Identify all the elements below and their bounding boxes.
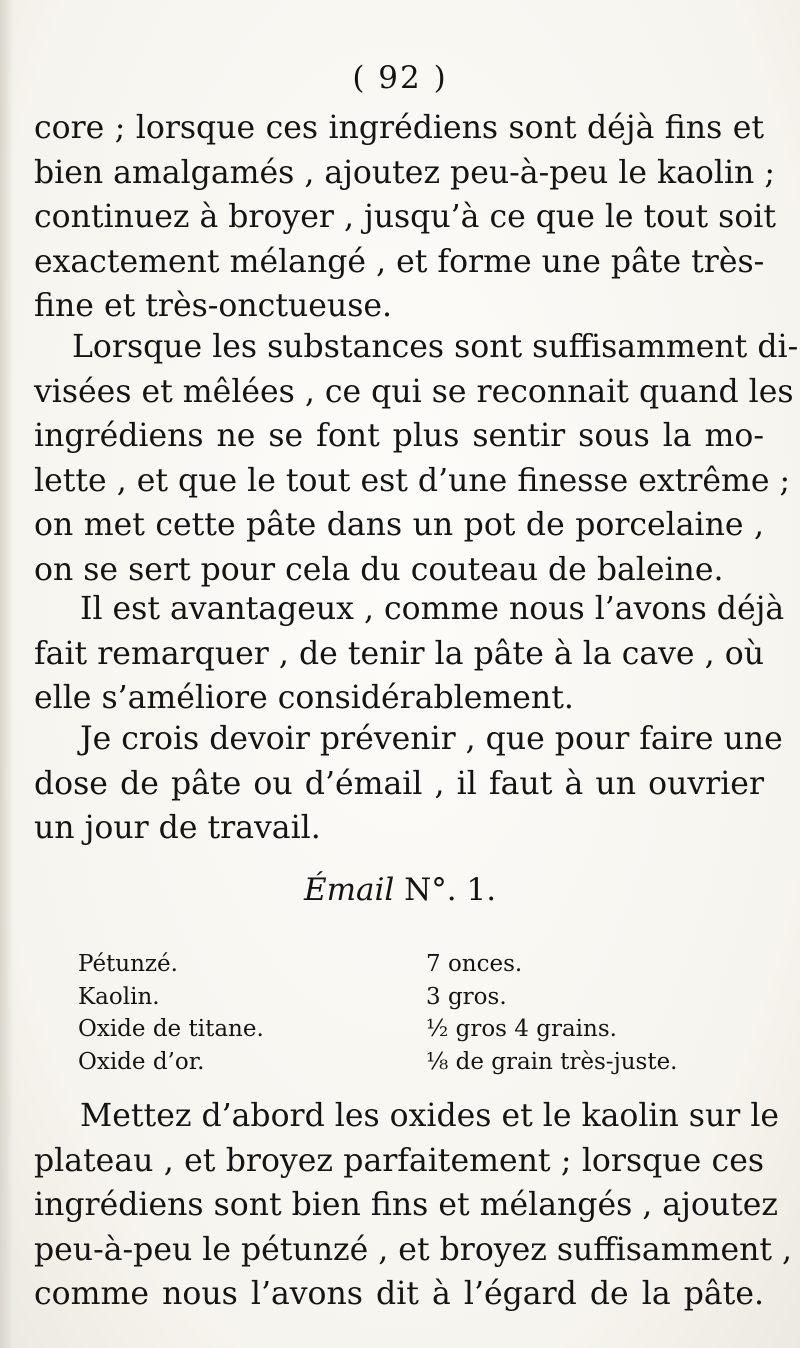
text-line: Il est avantageux , comme nous l’avons déjà bbox=[80, 591, 785, 627]
text-line: core ; lorsque ces ingrédiens sont déjà fins et bbox=[34, 110, 764, 146]
text-line: un jour de travail. bbox=[34, 810, 321, 847]
text-line: on met cette pâte dans un pot de porcelaine , bbox=[34, 507, 764, 544]
text-line: ingrédiens sont bien fins et mélangés , ajoutez bbox=[34, 1187, 778, 1224]
ingredient-name: Oxide d’or. bbox=[78, 1048, 205, 1075]
paragraph-2 bbox=[34, 325, 799, 593]
table-row bbox=[78, 1046, 726, 1079]
text-line: Lorsque les substances sont suffisamment di- bbox=[72, 329, 799, 365]
text-line: fine et très-onctueuse. bbox=[34, 288, 393, 325]
text-line: lette , et que le tout est d’une finesse extrême ; bbox=[34, 462, 791, 499]
table-row bbox=[78, 1013, 726, 1046]
text-line: fait remarquer , de tenir la pâte à la cave , où bbox=[34, 635, 764, 672]
text-line: Mettez d’abord les oxides et le kaolin sur le bbox=[80, 1098, 780, 1134]
ingredient-name: Oxide de titane. bbox=[78, 1016, 264, 1043]
ingredient-quantity: 3 gros. bbox=[426, 983, 507, 1010]
page-edge-shadow bbox=[0, 0, 14, 1348]
paragraph-5 bbox=[34, 1094, 793, 1317]
ingredient-quantity: ½ gros 4 grains. bbox=[426, 1016, 617, 1043]
text-line: on se sert pour cela du couteau de baleine. bbox=[34, 551, 724, 588]
text-line: exactement mélangé , et forme une pâte très- bbox=[34, 243, 765, 280]
ingredient-name: Kaolin. bbox=[78, 983, 160, 1010]
ingredient-name: Pétunzé. bbox=[78, 951, 178, 978]
text-line: continuez à broyer , jusqu’à ce que le tout soit bbox=[34, 199, 777, 236]
recipe-number: N°. 1. bbox=[404, 872, 497, 908]
recipe-title: Émail bbox=[303, 872, 395, 908]
text-line: dose de pâte ou d’émail , il faut à un ouvrier bbox=[34, 765, 764, 802]
ingredient-table bbox=[78, 948, 726, 1078]
text-line: peu-à-peu le pétunzé , et broyez suffisamment , bbox=[34, 1231, 793, 1268]
table-row bbox=[78, 981, 726, 1014]
text-line: Je crois devoir prévenir , que pour faire une bbox=[80, 721, 783, 757]
text-line: elle s’améliore considérablement. bbox=[34, 680, 574, 717]
recipe-heading bbox=[0, 872, 800, 908]
ingredient-quantity: ⅛ de grain très-juste. bbox=[426, 1048, 678, 1075]
text-line: comme nous l’avons dit à l’égard de la pâte. bbox=[34, 1276, 764, 1313]
ingredient-quantity: 7 onces. bbox=[426, 951, 523, 978]
page-number: ( 92 ) bbox=[352, 60, 448, 96]
text-line: ingrédiens ne se font plus sentir sous la mo- bbox=[34, 418, 764, 455]
text-line: plateau , et broyez parfaitement ; lorsque ces bbox=[34, 1142, 764, 1179]
paragraph-1 bbox=[34, 106, 777, 329]
paragraph-4 bbox=[34, 717, 783, 851]
text-line: bien amalgamés , ajoutez peu-à-peu le kaolin ; bbox=[34, 154, 775, 191]
text-line: visées et mêlées , ce qui se reconnait quand les bbox=[34, 373, 794, 410]
paragraph-3 bbox=[34, 587, 785, 721]
table-row bbox=[78, 948, 726, 981]
